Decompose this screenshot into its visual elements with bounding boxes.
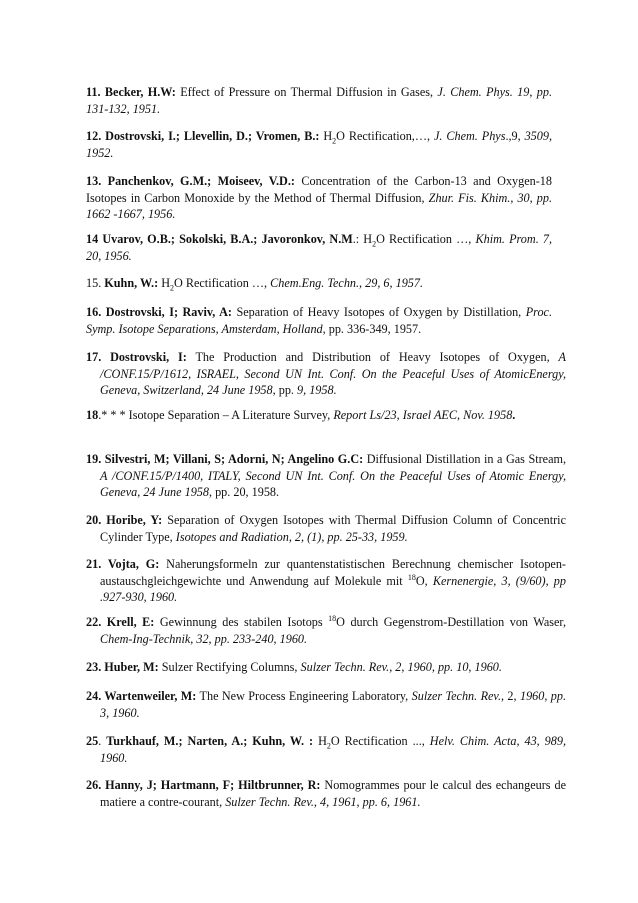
reference-journal: Khim. Prom. 7, 20, 1956.	[86, 232, 553, 263]
reference-authors: 19. Silvestri, M; Villani, S; Adorni, N; Angelino G.C:	[86, 452, 364, 466]
reference-title: Separation of Heavy Isotopes of Oxygen by Distillation,	[231, 305, 526, 319]
reference-journal: J. Chem. Phys. 19, pp. 131-132, 1951.	[86, 85, 552, 116]
reference-authors: 17. Dostrovski, I:	[86, 350, 187, 364]
reference-title: O Rectification …,	[174, 276, 271, 290]
reference-18: 18.* * * Isotope Separation – A Literature Survey, Report Ls/23, Israel AEC, Nov. 1958.	[86, 408, 516, 422]
reference-25: 25. Turkhauf, M.; Narten, A.; Kuhn, W. : $H_2O$ Rectification ..., Helv. Chim. Acta, 43, 989, 1960.	[86, 734, 567, 765]
reference-journal: Sulzer Techn. Rev.,	[411, 689, 505, 703]
reference-journal: Isotopes and Radiation, 2, (1), pp. 25-33, 1959.	[175, 529, 408, 544]
reference-title: The Production and Distribution of Heavy Isotopes of Oxygen,	[186, 350, 559, 364]
reference-12: 12. Dostrovski, I.; Llevellin, D.; Vromen, B.: $H_2O$ Rectification,…, J. Chem. Phys.,9, 3509, 1952.	[86, 129, 552, 160]
reference-authors: Turkhauf, M.; Narten, A.; Kuhn, W. :	[106, 734, 314, 748]
reference-13	[86, 173, 552, 223]
reference-authors: 13. Panchenkov, G.M.; Moiseev, V.D.:	[86, 174, 295, 188]
reference-authors: 20. Horibe, Y:	[86, 513, 163, 527]
reference-23	[86, 659, 566, 676]
reference-journal: Chem-Ing-Technik, 32, pp. 233-240, 1960.	[100, 631, 308, 646]
reference-journal: A /CONF.15/P/1612, ISRAEL, Second UN Int. Conf. On the Peaceful Uses of AtomicEnergy, Geneva, Switzerland, 24 June 1958	[100, 350, 566, 397]
reference-11	[86, 84, 552, 117]
reference-title: Naherungsformeln zur quantenstatistischen Berechnung chemischer Isotopen-austauschgleichgewichte und Anwendung auf Molekule mit	[100, 557, 566, 588]
reference-title: Sulzer Rectifying Columns,	[158, 660, 301, 674]
reference-number: 18	[86, 408, 99, 422]
reference-number: 25	[86, 734, 99, 748]
reference-19: 19. Silvestri, M; Villani, S; Adorni, N; Angelino G.C: Diffusional Distillation in a Gas Stream, A /CONF.15/P/1400, ITALY, Second UN Int. Conf. On the Peaceful Uses of Atomic Energy, Geneva, 24 June 1958, pp. 20, 1958.	[86, 452, 567, 499]
reference-title: Nomogrammes pour le calcul des echangeurs de matiere a contre-courant,	[100, 778, 566, 809]
reference-authors: 22. Krell, E:	[86, 615, 155, 629]
reference-title: O Rectification …,	[376, 232, 476, 246]
reference-title: Concentration of the Carbon-13 and Oxygen-18 Isotopes in Carbon Monoxide by the Method of Thermal Diffusion,	[86, 174, 552, 205]
reference-title: .* * * Isotope Separation – A Literature Survey,	[98, 408, 334, 422]
reference-journal: Chem.Eng. Techn., 29, 6, 1957.	[270, 276, 424, 290]
reference-title: Diffusional Distillation in a Gas Stream,	[363, 452, 567, 466]
reference-20	[86, 512, 566, 545]
reference-21: 21. Vojta, G: Naherungsformeln zur quantenstatistischen Berechnung chemischer Isotopen-austauschgleichgewichte und Anwendung auf Molekule mit $^{18}$O, Kernenergie, 3, (9/60), pp .927-930, 1960.	[86, 557, 566, 604]
reference-authors: 24. Wartenweiler, M:	[86, 689, 197, 703]
reference-title: O Rectification,…,	[336, 129, 434, 143]
reference-journal: Sulzer Techn. Rev., 4, 1961, pp. 6, 1961.	[225, 794, 421, 809]
reference-title: The New Process Engineering Laboratory,	[196, 689, 412, 703]
reference-authors: 26. Hanny, J; Hartmann, F; Hiltbrunner, R:	[86, 778, 321, 792]
reference-24: 24. Wartenweiler, M: The New Process Engineering Laboratory, Sulzer Techn. Rev., 2, 1960, pp. 3, 1960.	[86, 689, 567, 720]
reference-26	[86, 777, 566, 810]
reference-journal: J. Chem. Phys	[434, 129, 506, 143]
reference-authors: 11. Becker, H.W:	[86, 85, 176, 99]
reference-22: 22. Krell, E: Gewinnung des stabilen Isotops $^{18}$O durch Gegenstrom-Destillation von Waser, Chem-Ing-Technik, 32, pp. 233-240, 1960.	[86, 613, 566, 646]
reference-authors: Kuhn, W.:	[104, 276, 159, 290]
reference-title: Gewinnung des stabilen Isotops	[154, 615, 329, 629]
reference-journal: Proc. Symp. Isotope Separations, Amsterdam, Holland	[86, 305, 552, 336]
reference-journal: Helv. Chim. Acta, 43, 989, 1960.	[100, 734, 567, 765]
reference-journal: A /CONF.15/P/1400, ITALY, Second UN Int. Conf. On the Peaceful Uses of Atomic Energy, Geneva, 24 June 1958	[100, 468, 566, 499]
reference-14: 14 Uvarov, O.B.; Sokolski, B.A.; Javoronkov, N.M.: $H_2O$ Rectification …, Khim. Prom. 7, 20, 1956.	[86, 232, 553, 263]
reference-authors: 14 Uvarov, O.B.; Sokolski, B.A.; Javoronkov, N.M	[86, 232, 353, 246]
reference-journal: Report Ls/23, Israel AEC, Nov. 1958	[333, 408, 513, 422]
reference-16: 16. Dostrovski, I; Raviv, A: Separation of Heavy Isotopes of Oxygen by Distillation, Proc. Symp. Isotope Separations, Amsterdam, Holland, pp. 336-349, 1957.	[86, 305, 552, 336]
reference-title: Separation of Oxygen Isotopes with Thermal Diffusion Column of Concentric Cylinder Type,	[100, 513, 566, 544]
reference-journal: Zhur. Fis. Khim., 30, pp. 1662 -1667, 1956.	[86, 190, 553, 221]
reference-17: 17. Dostrovski, I: The Production and Distribution of Heavy Isotopes of Oxygen, A /CONF.15/P/1612, ISRAEL, Second UN Int. Conf. On the Peaceful Uses of AtomicEnergy, Geneva, Switzerland, 24 June 1958, pp. 9, 1958.	[86, 350, 566, 397]
reference-title: Effect of Pressure on Thermal Diffusion in Gases,	[175, 85, 438, 99]
reference-authors: 16. Dostrovski, I; Raviv, A:	[86, 305, 232, 319]
reference-title: O Rectification ...,	[330, 734, 430, 748]
reference-authors: 12. Dostrovski, I.; Llevellin, D.; Vromen, B.:	[86, 129, 320, 143]
reference-journal: Sulzer Techn. Rev., 2, 1960, pp. 10, 1960.	[300, 660, 502, 674]
reference-authors: 23. Huber, M:	[86, 660, 159, 674]
reference-authors: 21. Vojta, G:	[86, 557, 160, 571]
reference-15: 15. Kuhn, W.: $H_2O$ Rectification …, Chem.Eng. Techn., 29, 6, 1957.	[86, 276, 424, 293]
reference-journal: Kernenergie	[432, 573, 494, 588]
